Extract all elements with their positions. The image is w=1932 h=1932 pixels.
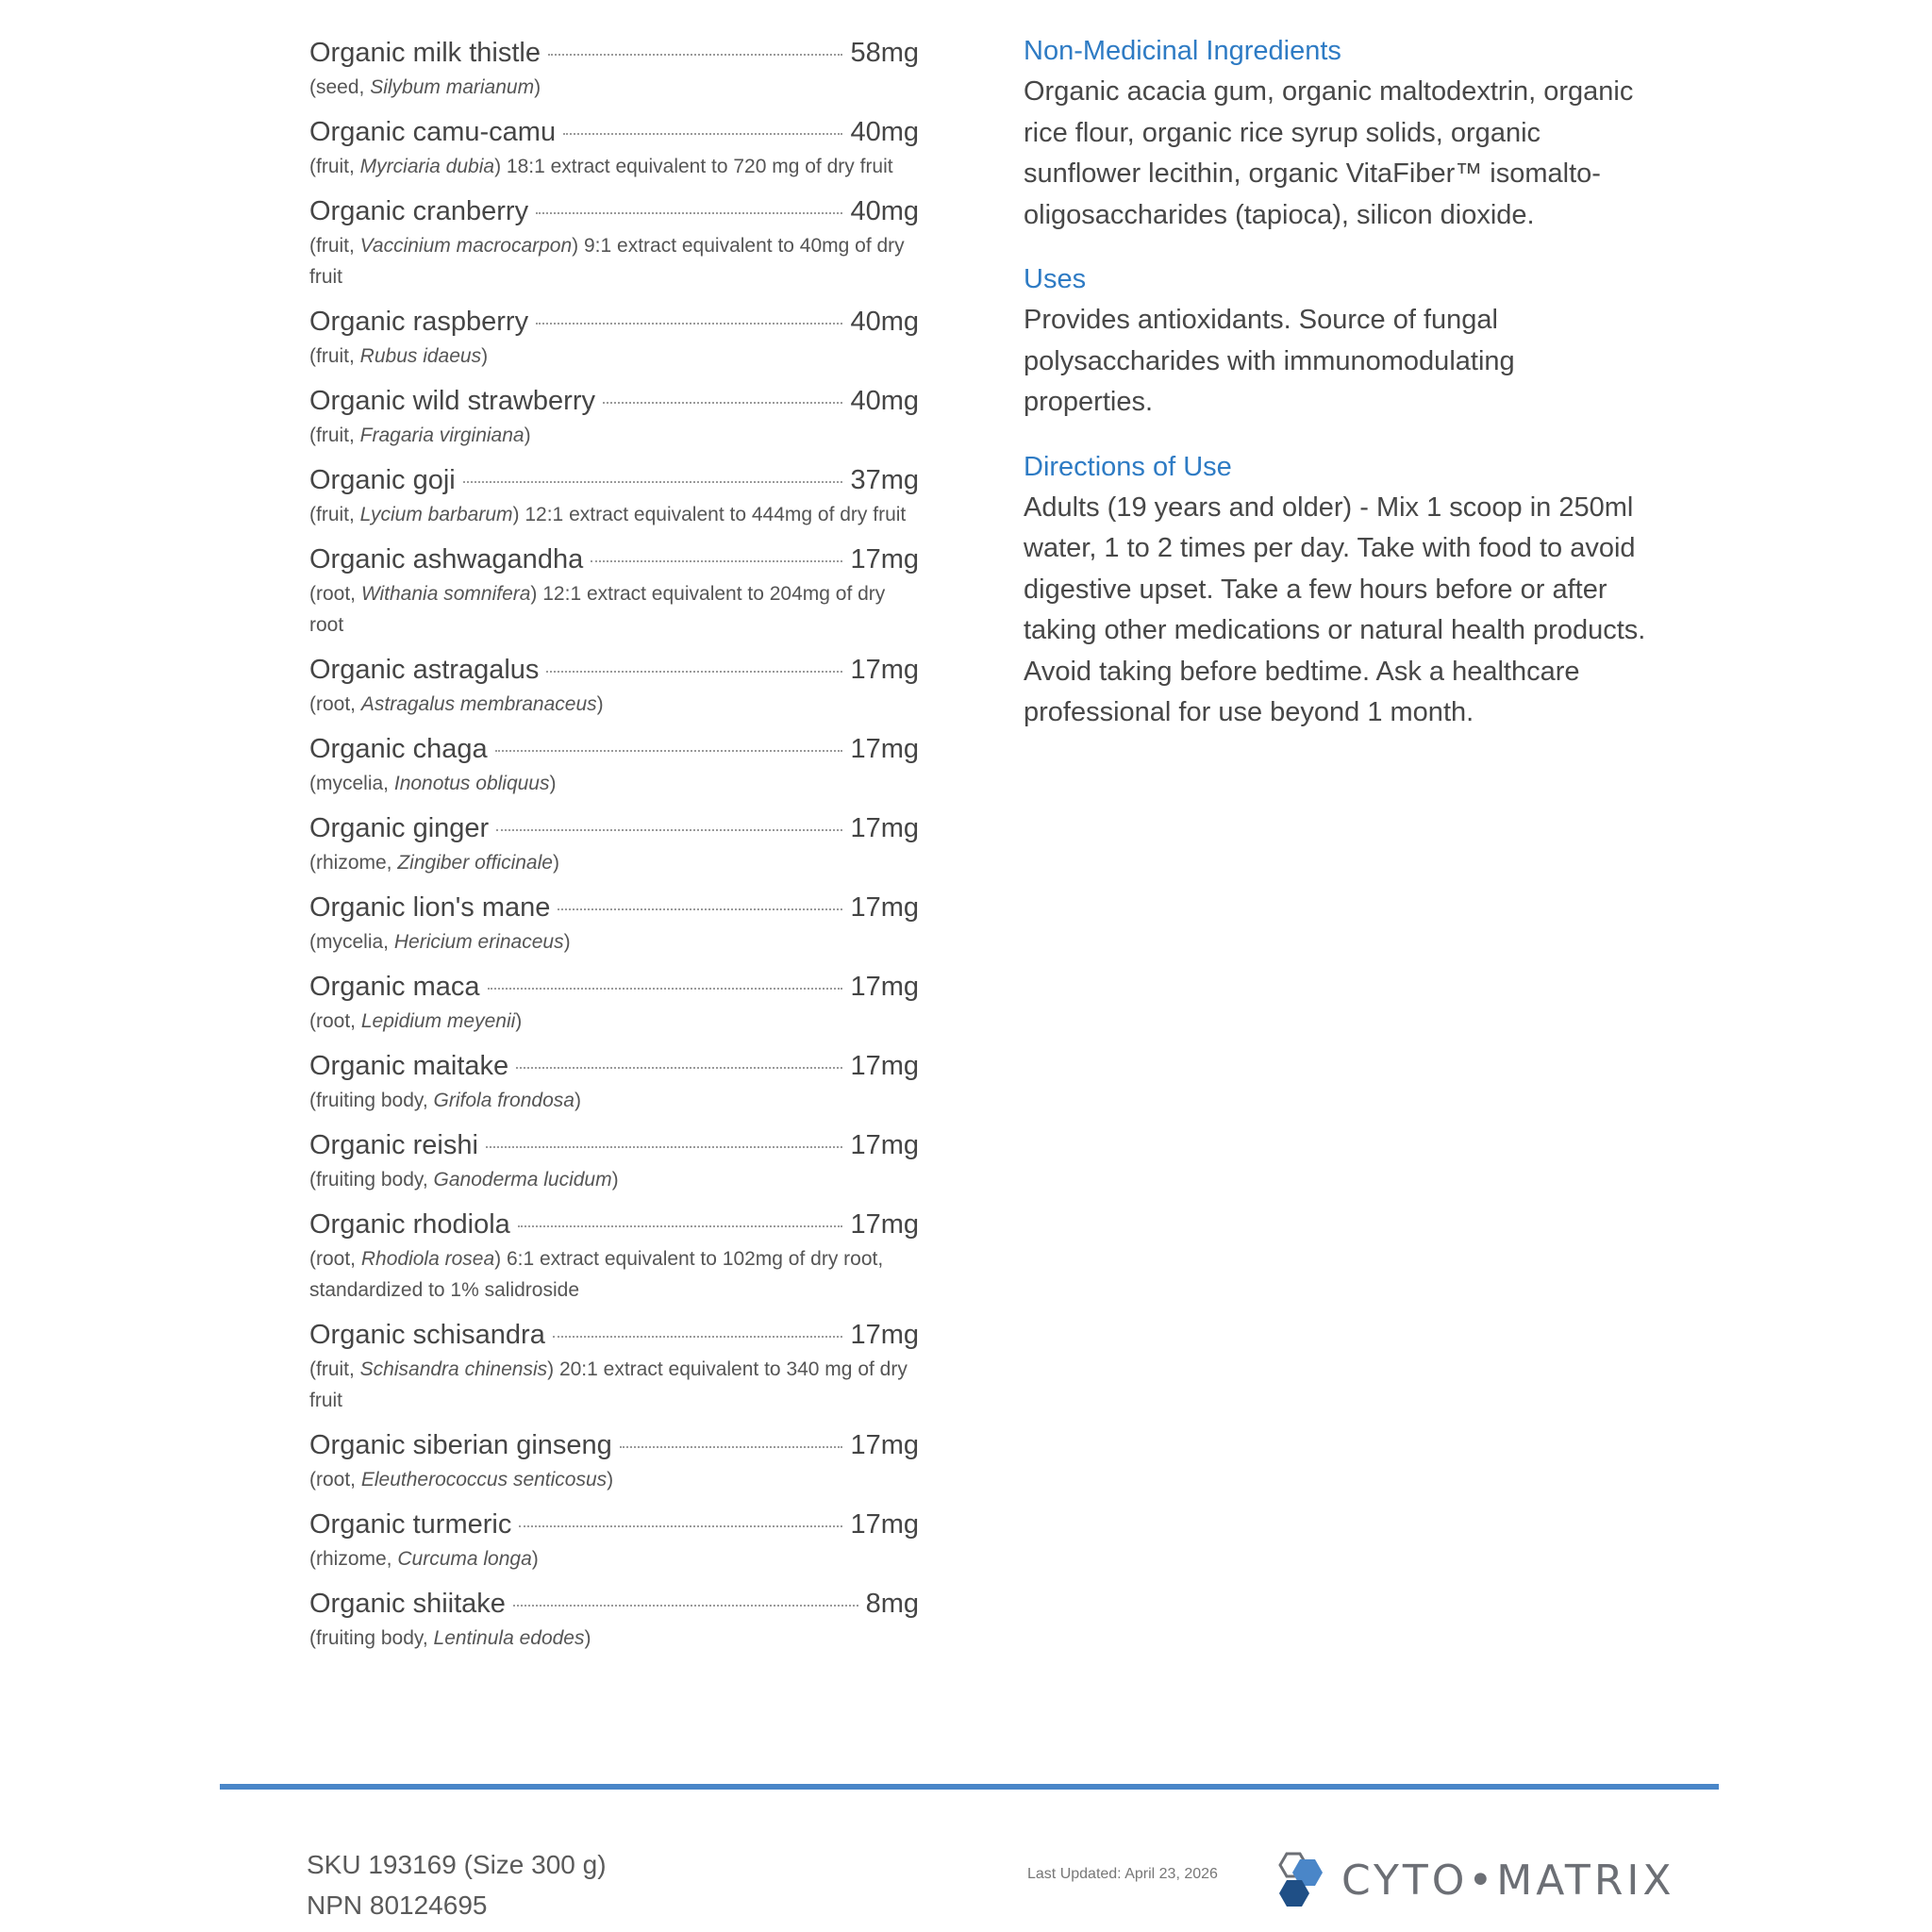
ingredient-source: (rhizome,: [309, 852, 398, 874]
ingredient-amount: 17mg: [850, 1430, 919, 1460]
ingredient-name: Organic turmeric: [309, 1509, 512, 1540]
ingredient-name: Organic wild strawberry: [309, 386, 595, 416]
ingredient-item: [309, 461, 919, 530]
dotted-leader: [496, 829, 842, 831]
ingredient-latin-name: Curcuma longa: [397, 1548, 532, 1570]
ingredient-header: [309, 1047, 919, 1085]
dotted-leader: [553, 1336, 843, 1338]
brand-logo: [1264, 1846, 1675, 1914]
dotted-leader: [546, 671, 842, 673]
ingredient-item: [309, 303, 919, 372]
brand-wordmark: CYTO•MATRIX: [1341, 1856, 1675, 1905]
ingredient-source: (fruit,: [309, 156, 360, 177]
dotted-leader: [591, 560, 842, 562]
ingredient-item: [309, 1316, 919, 1416]
dotted-leader: [603, 402, 842, 404]
ingredient-extract-note: ) 12:1 extract equivalent to 444mg of dry fruit: [512, 504, 907, 525]
ingredient-header: [309, 651, 919, 689]
ingredient-extract-note: ): [563, 931, 571, 953]
ingredient-latin-name: Lycium barbarum: [359, 504, 513, 525]
ingredient-latin-name: Lentinula edodes: [433, 1627, 585, 1649]
ingredient-source: (fruit,: [309, 1358, 360, 1380]
ingredient-name: Organic shiitake: [309, 1589, 506, 1619]
ingredient-name: Organic goji: [309, 465, 456, 495]
dotted-leader: [536, 323, 842, 325]
ingredient-item: [309, 113, 919, 182]
ingredient-source: (mycelia,: [309, 931, 394, 953]
directions-body: Adults (19 years and older) - Mix 1 scoop in 250ml water, 1 to 2 times per day. Take with food to avoid digestive upset. Take a few hours before or after taking other medications or natural health products. Avoid taking before bedtime. Ask a healthcare professional for use beyond 1 month.: [1024, 491, 1646, 727]
ingredient-amount: 58mg: [850, 38, 919, 68]
ingredient-description: [309, 847, 919, 878]
ingredient-name: Organic siberian ginseng: [309, 1430, 612, 1460]
ingredient-latin-name: Zingiber officinale: [397, 852, 553, 874]
dotted-leader: [536, 212, 842, 214]
ingredient-item: [309, 1047, 919, 1116]
ingredient-header: [309, 382, 919, 420]
dotted-leader: [488, 988, 843, 990]
ingredient-name: Organic schisandra: [309, 1320, 545, 1350]
ingredient-extract-note: ) 18:1 extract equivalent to 720 mg of dry fruit: [494, 156, 893, 177]
ingredient-extract-note: ) 9:1 extract equivalent to 40mg of dry fruit: [309, 235, 905, 288]
ingredient-amount: 8mg: [865, 1589, 919, 1619]
ingredient-extract-note: ): [524, 425, 531, 446]
ingredient-latin-name: Fragaria virginiana: [359, 425, 525, 446]
ingredient-extract-note: ) 20:1 extract equivalent to 340 mg of dry fruit: [309, 1358, 908, 1411]
ingredient-name: Organic ginger: [309, 813, 490, 843]
ingredient-latin-name: Withania somnifera: [360, 583, 531, 605]
ingredient-description: [309, 230, 919, 292]
dotted-leader: [495, 750, 843, 752]
ingredient-description: [309, 578, 919, 641]
ingredient-source: (fruit,: [309, 425, 360, 446]
ingredient-header: [309, 730, 919, 768]
ingredient-source: (fruiting body,: [309, 1169, 434, 1191]
ingredient-amount: 17mg: [850, 1051, 919, 1081]
ingredient-header: [309, 1316, 919, 1354]
ingredient-source: (fruit,: [309, 504, 360, 525]
ingredient-extract-note: ): [552, 852, 559, 874]
ingredient-extract-note: ) 6:1 extract equivalent to 102mg of dry root, standardized to 1% salidroside: [309, 1248, 884, 1301]
ingredient-latin-name: Rhodiola rosea: [360, 1248, 495, 1270]
ingredient-header: [309, 113, 919, 151]
ingredient-description: [309, 926, 919, 958]
uses-body: Provides antioxidants. Source of fungal polysaccharides with immunomodulating properties.: [1024, 305, 1515, 417]
ingredient-extract-note: ): [549, 773, 557, 794]
ingredient-extract-note: ): [584, 1627, 591, 1649]
footer-divider: [220, 1784, 1719, 1790]
ingredient-amount: 17mg: [850, 655, 919, 685]
ingredient-amount: 17mg: [850, 1130, 919, 1160]
ingredient-amount: 17mg: [850, 1509, 919, 1540]
ingredient-latin-name: Hericium erinaceus: [393, 931, 564, 953]
ingredient-extract-note: ): [515, 1010, 523, 1032]
ingredient-description: [309, 420, 919, 451]
non-medicinal-body: Organic acacia gum, organic maltodextrin, organic rice flour, organic rice syrup solids, organic sunflower lecithin, organic VitaFiber™ isomalto-oligosaccharides (tapioca), silicon dioxide.: [1024, 76, 1634, 230]
ingredient-item: [309, 1506, 919, 1574]
ingredient-amount: 17mg: [850, 1209, 919, 1240]
medicinal-ingredients-list: [309, 34, 919, 1664]
ingredient-extract-note: ): [611, 1169, 619, 1191]
ingredient-amount: 17mg: [850, 972, 919, 1002]
ingredient-source: (root,: [309, 1010, 361, 1032]
ingredient-latin-name: Ganoderma lucidum: [433, 1169, 612, 1191]
product-codes: [307, 1844, 607, 1925]
ingredient-name: Organic maca: [309, 972, 480, 1002]
ingredient-header: [309, 461, 919, 499]
ingredient-item: [309, 1585, 919, 1654]
ingredient-description: [309, 341, 919, 372]
ingredient-header: [309, 968, 919, 1006]
ingredient-name: Organic cranberry: [309, 196, 529, 226]
ingredient-source: (root,: [309, 1469, 361, 1491]
ingredient-header: [309, 541, 919, 578]
ingredient-source: (rhizome,: [309, 1548, 398, 1570]
info-column: [1024, 34, 1646, 760]
ingredient-source: (fruiting body,: [309, 1627, 434, 1649]
ingredient-extract-note: ): [534, 76, 541, 98]
ingredient-header: [309, 303, 919, 341]
uses-title: Uses: [1024, 264, 1087, 294]
ingredient-description: [309, 1354, 919, 1416]
ingredient-amount: 40mg: [850, 386, 919, 416]
dotted-leader: [486, 1146, 843, 1148]
ingredient-item: [309, 192, 919, 292]
npn-text: NPN 80124695: [307, 1890, 488, 1920]
dotted-leader: [463, 481, 843, 483]
dotted-leader: [558, 908, 842, 910]
ingredient-item: [309, 541, 919, 641]
ingredient-source: (fruiting body,: [309, 1090, 434, 1111]
ingredient-amount: 17mg: [850, 892, 919, 923]
ingredient-header: [309, 1506, 919, 1543]
ingredient-description: [309, 1006, 919, 1037]
ingredient-item: [309, 1126, 919, 1195]
dotted-leader: [620, 1446, 843, 1448]
ingredient-name: Organic maitake: [309, 1051, 509, 1081]
ingredient-description: [309, 1623, 919, 1654]
ingredient-latin-name: Silybum marianum: [370, 76, 535, 98]
ingredient-source: (fruit,: [309, 235, 360, 257]
ingredient-header: [309, 889, 919, 926]
sku-text: SKU 193169 (Size 300 g): [307, 1850, 607, 1879]
ingredient-amount: 17mg: [850, 813, 919, 843]
ingredient-name: Organic rhodiola: [309, 1209, 510, 1240]
ingredient-amount: 40mg: [850, 307, 919, 337]
dotted-leader: [519, 1525, 842, 1527]
ingredient-item: [309, 1426, 919, 1495]
ingredient-header: [309, 809, 919, 847]
ingredient-item: [309, 1206, 919, 1306]
ingredient-amount: 40mg: [850, 117, 919, 147]
ingredient-latin-name: Schisandra chinensis: [359, 1358, 548, 1380]
directions-title: Directions of Use: [1024, 451, 1232, 482]
ingredient-extract-note: ): [531, 1548, 539, 1570]
ingredient-description: [309, 1464, 919, 1495]
ingredient-description: [309, 1085, 919, 1116]
ingredient-latin-name: Rubus idaeus: [359, 345, 482, 367]
ingredient-header: [309, 1585, 919, 1623]
ingredient-description: [309, 1243, 919, 1306]
ingredient-source: (mycelia,: [309, 773, 394, 794]
ingredient-name: Organic milk thistle: [309, 38, 541, 68]
ingredient-latin-name: Vaccinium macrocarpon: [359, 235, 573, 257]
ingredient-header: [309, 192, 919, 230]
ingredient-extract-note: ): [607, 1469, 614, 1491]
ingredient-description: [309, 1543, 919, 1574]
ingredient-name: Organic chaga: [309, 734, 488, 764]
ingredient-latin-name: Inonotus obliquus: [393, 773, 550, 794]
ingredient-name: Organic ashwagandha: [309, 544, 584, 575]
ingredient-source: (root,: [309, 693, 361, 715]
ingredient-name: Organic lion's mane: [309, 892, 551, 923]
ingredient-source: (root,: [309, 583, 361, 605]
ingredient-source: (root,: [309, 1248, 361, 1270]
ingredient-source: (fruit,: [309, 345, 360, 367]
ingredient-header: [309, 1206, 919, 1243]
ingredient-item: [309, 889, 919, 958]
ingredient-extract-note: ): [481, 345, 489, 367]
ingredient-amount: 37mg: [850, 465, 919, 495]
ingredient-amount: 17mg: [850, 1320, 919, 1350]
ingredient-item: [309, 968, 919, 1037]
ingredient-description: [309, 499, 919, 530]
ingredient-description: [309, 1164, 919, 1195]
ingredient-item: [309, 730, 919, 799]
dotted-leader: [513, 1605, 858, 1607]
ingredient-amount: 17mg: [850, 544, 919, 575]
ingredient-latin-name: Astragalus membranaceus: [360, 693, 597, 715]
dotted-leader: [516, 1067, 842, 1069]
ingredient-latin-name: Grifola frondosa: [433, 1090, 575, 1111]
ingredient-latin-name: Lepidium meyenii: [360, 1010, 516, 1032]
dotted-leader: [518, 1225, 843, 1227]
ingredient-item: [309, 809, 919, 878]
ingredient-header: [309, 34, 919, 72]
ingredient-description: [309, 768, 919, 799]
ingredient-description: [309, 72, 919, 103]
ingredient-extract-note: ): [596, 693, 604, 715]
ingredient-amount: 17mg: [850, 734, 919, 764]
ingredient-item: [309, 34, 919, 103]
ingredient-latin-name: Eleutherococcus senticosus: [360, 1469, 608, 1491]
ingredient-header: [309, 1426, 919, 1464]
ingredient-extract-note: ) 12:1 extract equivalent to 204mg of dry root: [309, 583, 886, 636]
last-updated-text: Last Updated: April 23, 2026: [1027, 1866, 1218, 1882]
hexagon-logo-icon: [1264, 1846, 1332, 1914]
ingredient-item: [309, 651, 919, 720]
ingredient-description: [309, 689, 919, 720]
ingredient-name: Organic astragalus: [309, 655, 540, 685]
ingredient-header: [309, 1126, 919, 1164]
non-medicinal-title: Non-Medicinal Ingredients: [1024, 36, 1341, 66]
ingredient-amount: 40mg: [850, 196, 919, 226]
dotted-leader: [548, 54, 842, 56]
ingredient-extract-note: ): [574, 1090, 581, 1111]
ingredient-name: Organic camu-camu: [309, 117, 557, 147]
ingredient-source: (seed,: [309, 76, 371, 98]
ingredient-item: [309, 382, 919, 451]
ingredient-latin-name: Myrciaria dubia: [359, 156, 495, 177]
ingredient-description: [309, 151, 919, 182]
ingredient-name: Organic reishi: [309, 1130, 478, 1160]
ingredient-name: Organic raspberry: [309, 307, 529, 337]
dotted-leader: [563, 133, 842, 135]
